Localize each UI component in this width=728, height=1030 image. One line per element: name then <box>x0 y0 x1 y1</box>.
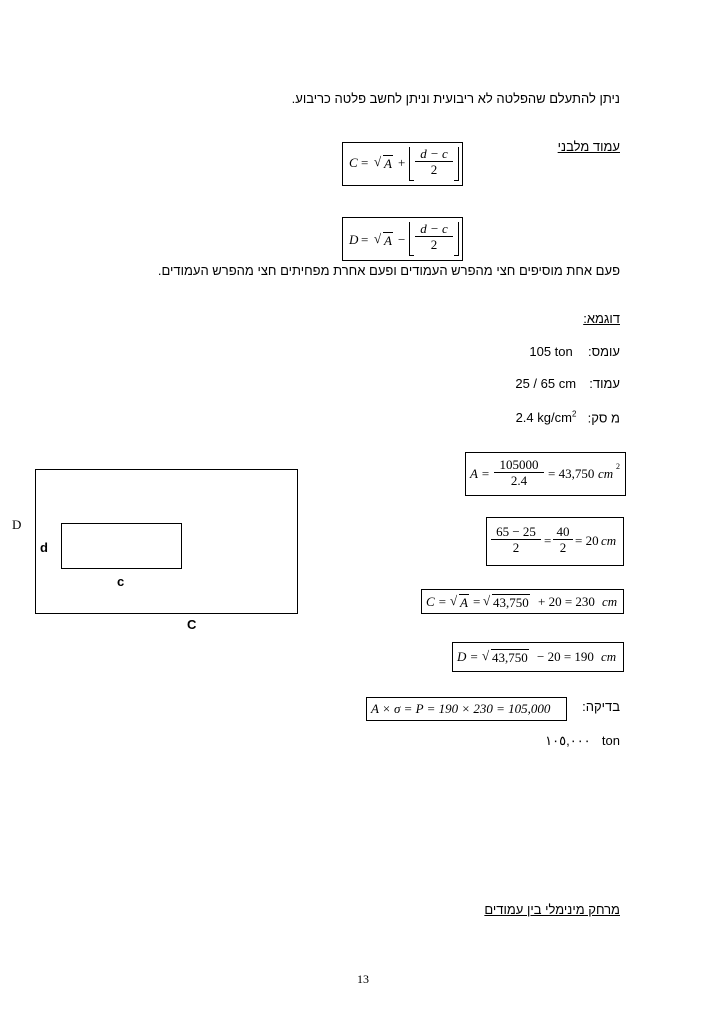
formula-d-eq: = <box>361 232 369 247</box>
calc-c-rest: + 20 = 230 <box>538 594 595 609</box>
floor-right-icon <box>454 222 459 256</box>
load-row <box>529 344 620 359</box>
sqrt-icon: √ <box>374 231 382 246</box>
calc-a-den: 2.4 <box>510 473 528 488</box>
calc-d-root: 43,750 <box>492 650 528 665</box>
formula-c-den: 2 <box>430 162 438 177</box>
calc-half-unit: cm <box>601 533 617 548</box>
calc-a-num: 105000 <box>494 457 544 473</box>
sqrt-icon: √ <box>483 593 491 608</box>
calc-c-lhs: C = <box>426 594 447 609</box>
floor-left-icon <box>409 147 414 181</box>
check-expr: A × σ = P = 190 × 230 = 105,000 <box>371 701 551 716</box>
calc-d-rest: − 20 = 190 <box>537 649 594 664</box>
calc-a-unit: cm <box>598 466 614 481</box>
sqrt-icon: √ <box>374 154 382 169</box>
sqrt-icon: √ <box>450 593 458 608</box>
calc-half-fraction-1 <box>491 524 541 555</box>
section-title: עמוד מלבני <box>557 139 620 154</box>
calc-half-fraction-2 <box>553 524 573 555</box>
calc-c-root2: 43,750 <box>493 595 529 610</box>
calc-c-eq: = <box>473 594 481 609</box>
floor-bracket <box>409 220 459 258</box>
formula-d-lhs: D <box>349 232 359 247</box>
diagram-label-d-lower: d <box>40 540 48 555</box>
floor-left-icon <box>409 222 414 256</box>
load-value: 105 ton <box>529 344 573 359</box>
fraction <box>415 221 453 252</box>
floor-bracket <box>409 145 459 183</box>
calc-d-lhs: D = <box>457 649 479 664</box>
formula-d-num: d − c <box>415 221 453 237</box>
calc-half-num1: 65 − 25 <box>491 524 541 540</box>
formula-c-eq: = <box>361 155 369 170</box>
column-row <box>515 376 620 391</box>
stress-row <box>516 410 620 425</box>
calc-c-root1: A <box>460 595 468 610</box>
calc-a-box <box>465 452 626 496</box>
formula-d-den: 2 <box>430 237 438 252</box>
formula-c-box <box>342 142 463 186</box>
diagram-label-d-upper: D <box>12 517 22 532</box>
sqrt-icon: √ <box>482 648 490 663</box>
check-result-row <box>545 733 620 749</box>
min-distance-title: מרחק מינימלי בין עמודים <box>484 902 620 917</box>
example-title: דוגמא: <box>583 311 620 326</box>
intro-line: ניתן להתעלם שהפלטה לא ריבועית וניתן לחשב פלטה כריבוע. <box>291 91 620 106</box>
calc-half-num2: 40 <box>553 524 573 540</box>
explanation-line: פעם אחת מוסיפים חצי מהפרש העמודים ופעם אחרת מפחיתים חצי מהפרש העמודים. <box>157 263 620 278</box>
diagram-label-c-lower: c <box>117 574 125 589</box>
calc-a-exp: 2 <box>616 462 620 471</box>
calc-half-box <box>486 517 624 566</box>
check-box <box>366 697 567 721</box>
formula-d-op: − <box>398 232 406 247</box>
column-value: 25 / 65 cm <box>515 376 577 391</box>
stress-value-wrap <box>516 410 577 425</box>
calc-half-den1: 2 <box>512 540 520 555</box>
calc-half-den2: 2 <box>559 540 567 555</box>
check-result-value: ١٠٥,٠٠٠ <box>545 733 591 748</box>
calc-half-result: = 20 <box>575 533 599 548</box>
floor-right-icon <box>454 147 459 181</box>
fraction <box>415 146 453 177</box>
load-label: עומס: <box>587 344 620 359</box>
formula-d-box <box>342 217 463 261</box>
stress-value: 2.4 kg/cm <box>515 410 572 426</box>
calc-d-unit: cm <box>601 649 617 664</box>
formula-c-lhs: C <box>349 155 358 170</box>
formula-c-op: + <box>398 155 406 170</box>
stress-exp: 2 <box>571 410 577 419</box>
calc-a-result: = 43,750 <box>548 466 595 481</box>
calc-a-fraction <box>494 457 544 488</box>
calc-a-lhs: A = <box>470 466 490 481</box>
column-outline <box>61 523 182 569</box>
check-result-unit: ton <box>601 733 620 748</box>
formula-d-root: A <box>384 233 392 248</box>
calc-c-unit: cm <box>602 594 618 609</box>
stress-label: מ סק: <box>587 410 620 426</box>
page-number: 13 <box>357 972 369 986</box>
calc-half-eq1: = <box>544 533 552 548</box>
formula-c-root: A <box>384 156 392 171</box>
calc-c-box <box>421 589 624 614</box>
formula-c-num: d − c <box>415 146 453 162</box>
diagram-label-c-upper: C <box>187 617 197 632</box>
column-label: עמוד: <box>589 376 620 391</box>
check-label: בדיקה: <box>582 699 620 714</box>
calc-d-box <box>452 642 624 672</box>
